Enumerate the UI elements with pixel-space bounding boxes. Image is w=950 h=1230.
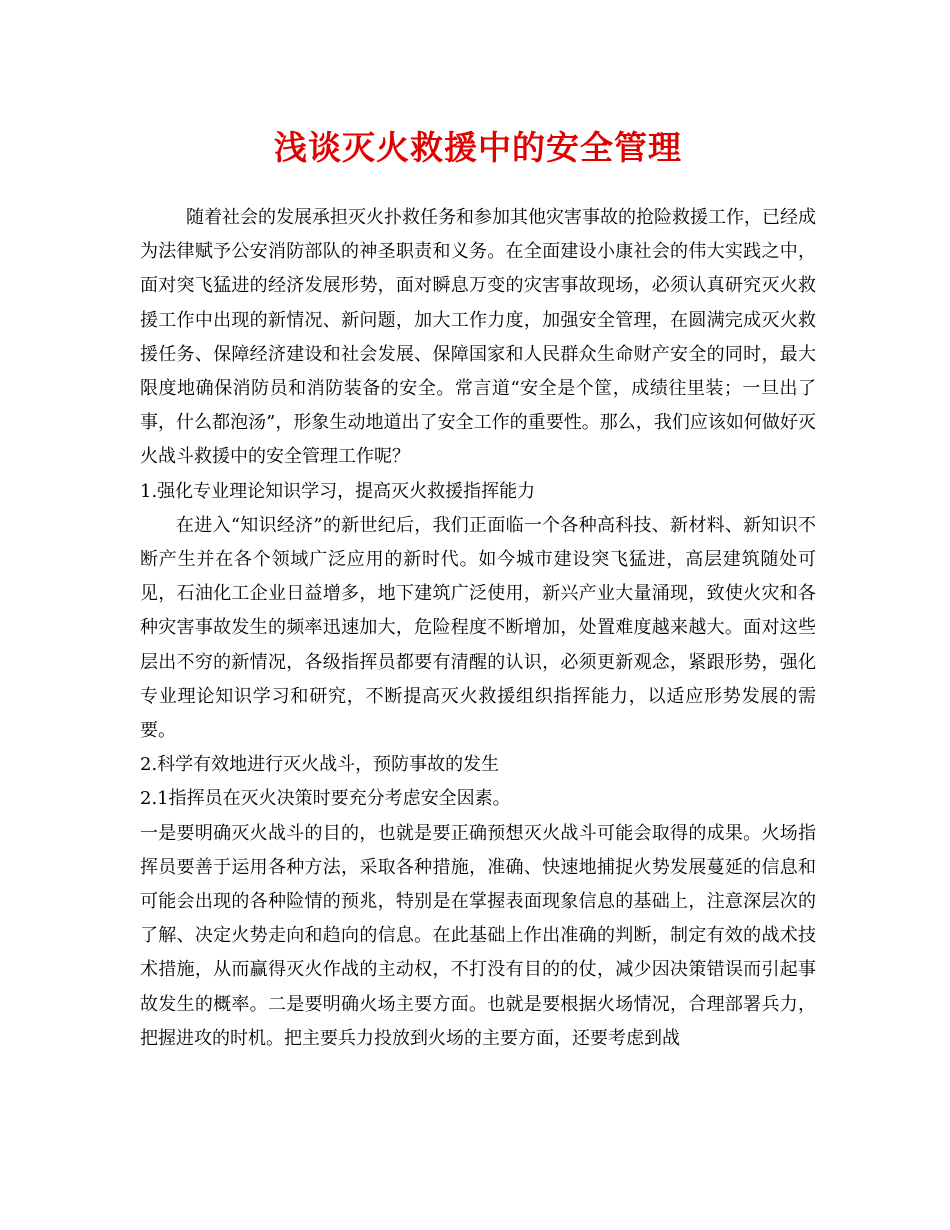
section-heading-1: 1.强化专业理论知识学习，提高灭火救援指挥能力 <box>140 480 536 502</box>
subsection-heading-2-1: 2.1指挥员在灭火决策时要充分考虑安全因素。 <box>140 788 511 810</box>
intro-paragraph: 随着社会的发展承担灭火扑救任务和参加其他灾害事故的抢险救援工作，已经成为法律赋予公安消防部队的神圣职责和义务。在全面建设小康社会的伟大实践之中，面对突飞猛进的经济发展形势，面对瞬息万变的灾害事故现场，必须认真研究灭火救援工作中出现的新情况、新问题，加大工作力度，加强安全管理，在圆满完成灭火救援任务、保障经济建设和社会发展、保障国家和人民群众生命财产安全的同时，最大限度地确保消防员和消防装备的安全。常言道“安全是个筐，成绩往里装；一旦出了事，什么都泡汤”，形象生动地道出了安全工作的重要性。那么，我们应该如何做好灭火战斗救援中的安全管理工作呢？ <box>140 207 816 468</box>
section-heading-2: 2.科学有效地进行灭火战斗，预防事故的发生 <box>140 754 500 776</box>
subsection-2-1-paragraph: 一是要明确灭火战斗的目的，也就是要正确预想灭火战斗可能会取得的成果。火场指挥员要善于运用各种方法，采取各种措施，准确、快速地捕捉火势发展蔓延的信息和可能会出现的各种险情的预兆，特别是在掌握表面现象信息的基础上，注意深层次的了解、决定火势走向和趋向的信息。在此基础上作出准确的判断，制定有效的战术技术措施，从而赢得灭火作战的主动权，不打没有目的的仗，减少因决策错误而引起事故发生的概率。二是要明确火场主要方面。也就是要根据火场情况，合理部署兵力，把握进攻的时机。把主要兵力投放到火场的主要方面，还要考虑到战 <box>140 822 816 1049</box>
document-body <box>140 201 816 1056</box>
section-1-paragraph: 在进入“知识经济”的新世纪后，我们正面临一个各种高科技、新材料、新知识不断产生并在各个领域广泛应用的新时代。如今城市建设突飞猛进，高层建筑随处可见，石油化工企业日益增多，地下建筑广泛使用，新兴产业大量涌现，致使火灾和各种灾害事故发生的频率迅速加大，危险程度不断增加，处置难度越来越大。面对这些层出不穷的新情况，各级指挥员都要有清醒的认识，必须更新观念，紧跟形势，强化专业理论知识学习和研究，不断提高灭火救援组织指挥能力，以适应形势发展的需要。 <box>140 514 816 742</box>
document-title: 浅谈灭火救援中的安全管理 <box>274 128 682 167</box>
document-page <box>140 120 816 1056</box>
